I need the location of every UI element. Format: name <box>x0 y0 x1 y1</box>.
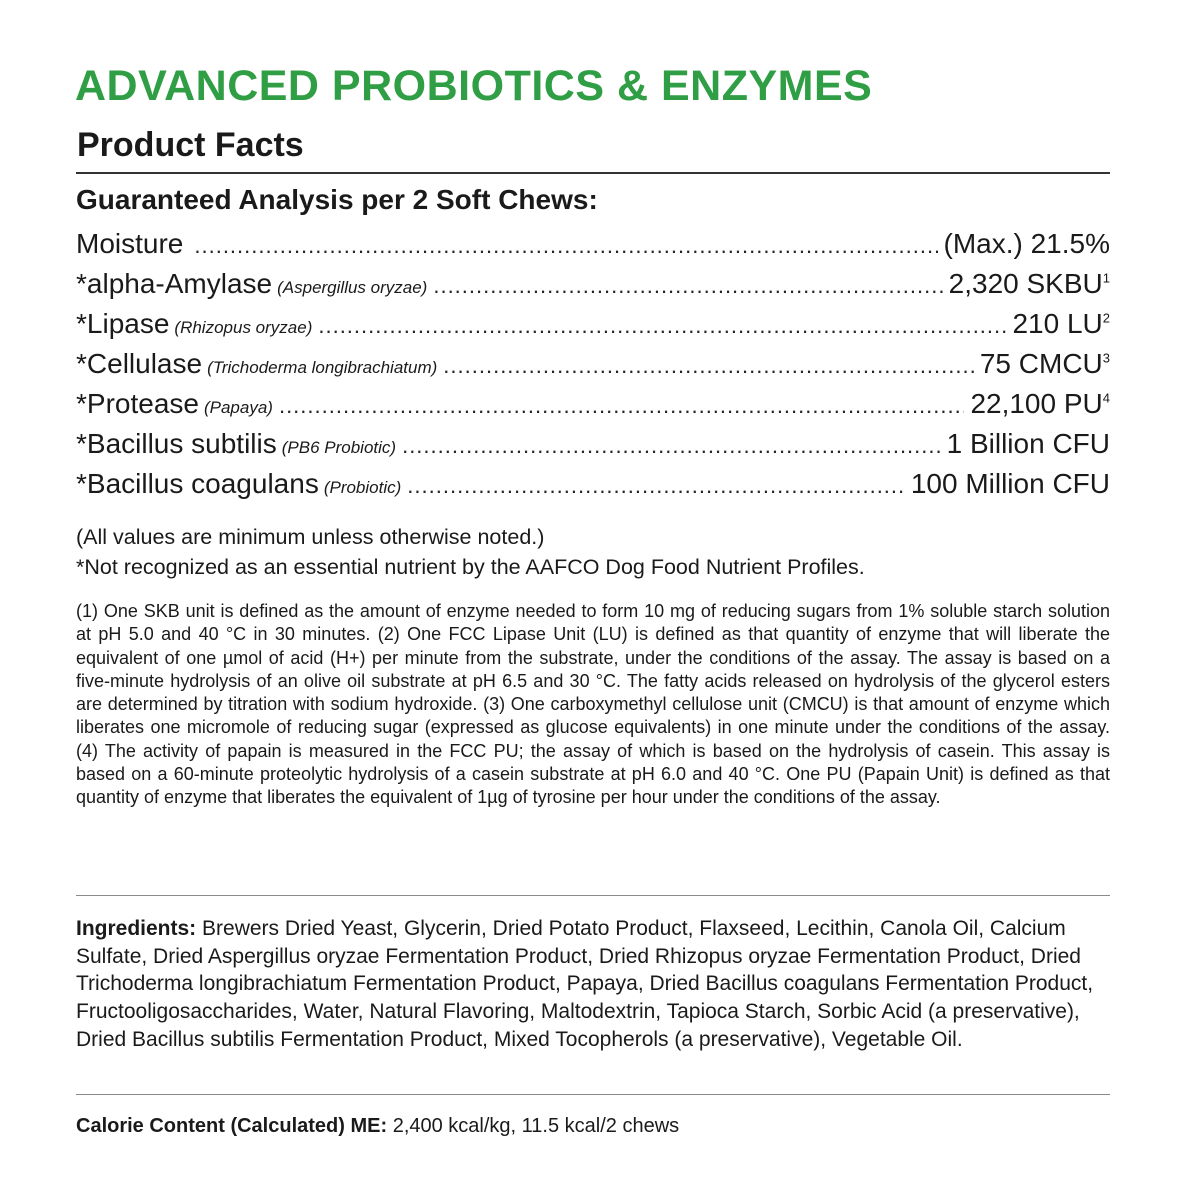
footnote-marker: 4 <box>1102 390 1110 406</box>
analysis-row-source: (Probiotic) <box>323 478 402 497</box>
analysis-row-bacillus-coagulans <box>76 464 1110 504</box>
analysis-row-value: 1 Billion CFU <box>946 428 1110 459</box>
analysis-row-value: 100 Million CFU <box>910 468 1110 499</box>
aafco-note: *Not recognized as an essential nutrient by the AAFCO Dog Food Nutrient Profiles. <box>76 555 865 579</box>
leader-dots <box>443 346 974 386</box>
analysis-row-value: 210 $LU^2$ <box>1012 308 1110 339</box>
analysis-row-source: (Papaya) <box>203 398 273 417</box>
analysis-row-name: *alpha-Amylase (Aspergillus oryzae) <box>76 268 428 299</box>
leader-dots <box>194 226 937 266</box>
analysis-row-cellulase <box>76 344 1110 384</box>
ingredients-label: Ingredients: <box>76 917 197 940</box>
footnote-marker: 1 <box>1102 270 1110 286</box>
analysis-row-name: *Bacillus subtilis (PB6 Probiotic) <box>76 428 397 459</box>
leader-dots <box>407 466 905 506</box>
minimum-values-note: (All values are minimum unless otherwise noted.) <box>76 525 545 549</box>
footnote-marker: 2 <box>1102 310 1110 326</box>
analysis-row-name: *Protease (Papaya) <box>76 388 273 419</box>
analysis-row-name: *Bacillus coagulans (Probiotic) <box>76 468 402 499</box>
product-facts-heading: Product Facts <box>77 126 304 164</box>
leader-dots <box>279 386 964 426</box>
analysis-row-lipase <box>76 304 1110 344</box>
analysis-row-moisture <box>76 224 1110 264</box>
guaranteed-analysis-heading: Guaranteed Analysis per 2 Soft Chews: <box>76 184 598 215</box>
leader-dots <box>433 266 942 306</box>
ingredients-list: Brewers Dried Yeast, Glycerin, Dried Potato Product, Flaxseed, Lecithin, Canola Oil, Calcium Sulfate, Dried Aspergillus oryzae Fermentation Product, Dried Rhizopus oryzae Fermentation Product, Dried Trichoderma longibrachiatum Fermentation Product, Papaya, Dried Bacillus coagulans Fermentation Product, Fructooligosaccharides, Water, Natural Flavoring, Maltodextrin, Tapioca Starch, Sorbic Acid (a preservative), Dried Bacillus subtilis Fermentation Product, Mixed Tocopherols (a preservative), Vegetable Oil. <box>76 917 1094 1051</box>
analysis-row-protease <box>76 384 1110 424</box>
leader-dots <box>318 306 1006 346</box>
analysis-row-name: *Cellulase (Trichoderma longibrachiatum) <box>76 348 438 379</box>
product-title: ADVANCED PROBIOTICS & ENZYMES <box>75 62 873 110</box>
analysis-row-name: Moisture <box>76 228 184 259</box>
analysis-row-source: (Aspergillus oryzae) <box>277 278 428 297</box>
analysis-row-value: 2,320 SKBU$^1$ <box>948 268 1110 299</box>
top-divider <box>76 172 1110 174</box>
ingredients-section <box>76 915 1110 1054</box>
analysis-notes <box>76 522 1110 582</box>
analysis-row-bacillus-subtilis <box>76 424 1110 464</box>
calorie-value: 2,400 kcal/kg, 11.5 kcal/2 chews <box>392 1115 680 1137</box>
guaranteed-analysis-table <box>76 224 1110 504</box>
analysis-row-value: 75 CMCU$^3$ <box>979 348 1110 379</box>
unit-definitions-footnotes: (1) One SKB unit is defined as the amount of enzyme needed to form 10 mg of reducing sugars from 1% soluble starch solution at pH 5.0 and 40 °C in 30 minutes. (2) One FCC Lipase Unit (LU) is defined as that quantity of enzyme that will liberate the equivalent of one µmol of acid (H+) per minute from the substrate, under the conditions of the assay. The assay is based on a five-minute hydrolysis of an olive oil substrate at pH 6.5 and 30 °C. The fatty acids released on hydrolysis of the glycerol esters are determined by titration with sodium hydroxide. (3) One carboxymethyl cellulose unit (CMCU) is that amount of enzyme which liberates one micromole of reducing sugar (expressed as glucose equivalents) in one minute under the conditions of the assay. (4) The activity of papain is measured in the FCC PU; the assay of which is based on the hydrolysis of casein. This assay is based on a 60-minute proteolytic hydrolysis of a casein substrate at pH 6.0 and 40 °C. One PU (Papain Unit) is defined as that quantity of enzyme that liberates the equivalent of 1µg of tyrosine per hour under the conditions of the assay. <box>76 601 1110 808</box>
analysis-row-name: *Lipase (Rhizopus oryzae) <box>76 308 313 339</box>
leader-dots <box>402 426 941 466</box>
analysis-row-alpha-amylase <box>76 264 1110 304</box>
analysis-row-value: 22,100 $PU^4$ <box>970 388 1110 419</box>
analysis-row-value: (Max.) 21.5% <box>943 228 1110 259</box>
footnote-marker: 3 <box>1102 350 1110 366</box>
analysis-row-source: (Trichoderma longibrachiatum) <box>207 358 438 377</box>
calorie-divider <box>76 1094 1110 1095</box>
ingredients-divider <box>76 895 1110 896</box>
analysis-row-source: (Rhizopus oryzae) <box>174 318 313 337</box>
calorie-label: Calorie Content (Calculated) ME: <box>76 1115 388 1137</box>
analysis-row-source: (PB6 Probiotic) <box>281 438 397 457</box>
calorie-content <box>76 1112 679 1140</box>
